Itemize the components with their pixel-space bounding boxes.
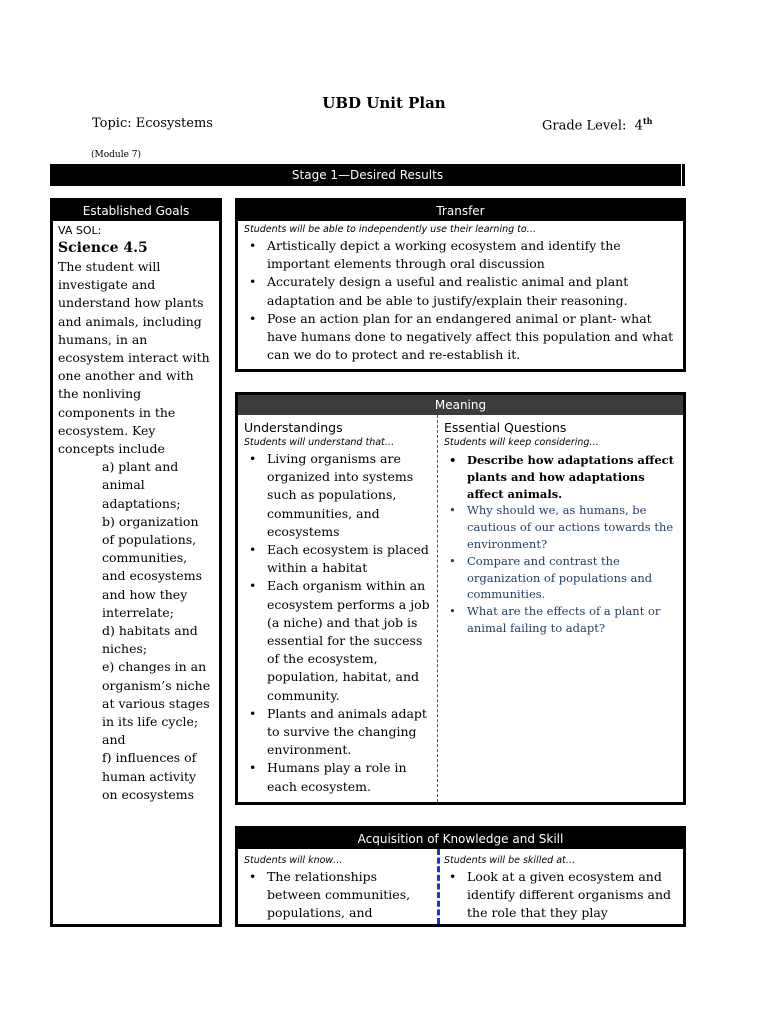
transfer-panel bbox=[235, 198, 686, 372]
questions-title: Essential Questions bbox=[444, 420, 567, 435]
science-standard: Science 4.5 bbox=[58, 240, 148, 256]
concept-item: a) plant and animal adaptations; bbox=[102, 459, 181, 511]
understandings-column bbox=[244, 419, 434, 796]
transfer-subtitle: Students will be able to independently use their learning to… bbox=[244, 224, 537, 235]
concept-item: d) habitats and niches; bbox=[102, 623, 198, 657]
list-item: • Describe how adaptations affect plants and how adaptations affect animals. bbox=[444, 452, 680, 502]
skilled-column bbox=[444, 854, 680, 923]
know-list bbox=[244, 868, 434, 923]
list-item: • Why should we, as humans, be cautious of our actions towards the environment? bbox=[444, 502, 680, 552]
know-subtitle: Students will know… bbox=[244, 855, 343, 866]
understandings-list bbox=[244, 450, 434, 796]
stage1-banner: Stage 1—Desired Results bbox=[50, 164, 685, 186]
know-column bbox=[244, 854, 434, 923]
list-item: • Plants and animals adapt to survive the changing environment. bbox=[244, 705, 434, 760]
topic-label: Topic: Ecosystems bbox=[92, 116, 213, 131]
transfer-header: Transfer bbox=[238, 201, 683, 221]
grade-label: Grade Level: bbox=[542, 118, 627, 134]
grade-value: 4 bbox=[634, 118, 643, 134]
meaning-divider bbox=[437, 415, 438, 802]
goals-concepts bbox=[58, 458, 214, 804]
questions-column bbox=[444, 419, 680, 637]
grade-suffix: th bbox=[642, 116, 653, 126]
grade-level bbox=[542, 116, 652, 133]
transfer-list bbox=[244, 237, 677, 364]
goals-panel bbox=[50, 198, 222, 927]
concept-item: e) changes in an organism’s niche at various stages in its life cycle; and bbox=[102, 659, 211, 748]
skilled-subtitle: Students will be skilled at… bbox=[444, 855, 576, 866]
questions-list bbox=[444, 452, 680, 637]
list-item: • Each ecosystem is placed within a habitat bbox=[244, 541, 434, 577]
goals-intro: The student will investigate and understand how plants and animals, including humans, in an ecosystem interact with one another and with the nonliving components in the ecosystem. Key concepts include bbox=[58, 259, 210, 457]
list-item: • Look at a given ecosystem and identify different organisms and the role that they play bbox=[444, 868, 680, 923]
list-item: • The relationships between communities, populations, and bbox=[244, 868, 434, 923]
list-item: • Compare and contrast the organization of populations and communities. bbox=[444, 553, 680, 603]
acquisition-header: Acquisition of Knowledge and Skill bbox=[238, 829, 683, 849]
page-title: UBD Unit Plan bbox=[322, 94, 446, 112]
acquisition-divider bbox=[437, 849, 440, 924]
module-label: (Module 7) bbox=[91, 150, 142, 160]
concept-item: f) influences of human activity on ecosystems bbox=[102, 750, 197, 802]
list-item: • Pose an action plan for an endangered animal or plant- what have humans done to negatively affect this population and what can we do to protect and re-establish it. bbox=[244, 310, 677, 365]
skilled-list bbox=[444, 868, 680, 923]
list-item: • What are the effects of a plant or animal failing to adapt? bbox=[444, 603, 680, 637]
meaning-header: Meaning bbox=[238, 395, 683, 415]
list-item: • Accurately design a useful and realistic animal and plant adaptation and be able to justify/explain their reasoning. bbox=[244, 273, 677, 309]
list-item: • Humans play a role in each ecosystem. bbox=[244, 759, 434, 795]
questions-subtitle: Students will keep considering… bbox=[444, 437, 599, 448]
meaning-panel bbox=[235, 392, 686, 805]
goals-header: Established Goals bbox=[53, 201, 219, 221]
acquisition-panel bbox=[235, 826, 686, 927]
understandings-title: Understandings bbox=[244, 420, 343, 435]
list-item: • Living organisms are organized into systems such as populations, communities, and ecosystems bbox=[244, 450, 434, 541]
understandings-subtitle: Students will understand that… bbox=[244, 437, 395, 448]
concept-item: b) organization of populations, communities, and ecosystems and how they interrelate; bbox=[102, 513, 202, 620]
list-item: • Each organism within an ecosystem performs a job (a niche) and that job is essential for the success of the ecosystem, population, habitat, and community. bbox=[244, 577, 434, 704]
list-item: • Artistically depict a working ecosystem and identify the important elements through oral discussion bbox=[244, 237, 677, 273]
va-sol-label: VA SOL: bbox=[58, 224, 102, 237]
